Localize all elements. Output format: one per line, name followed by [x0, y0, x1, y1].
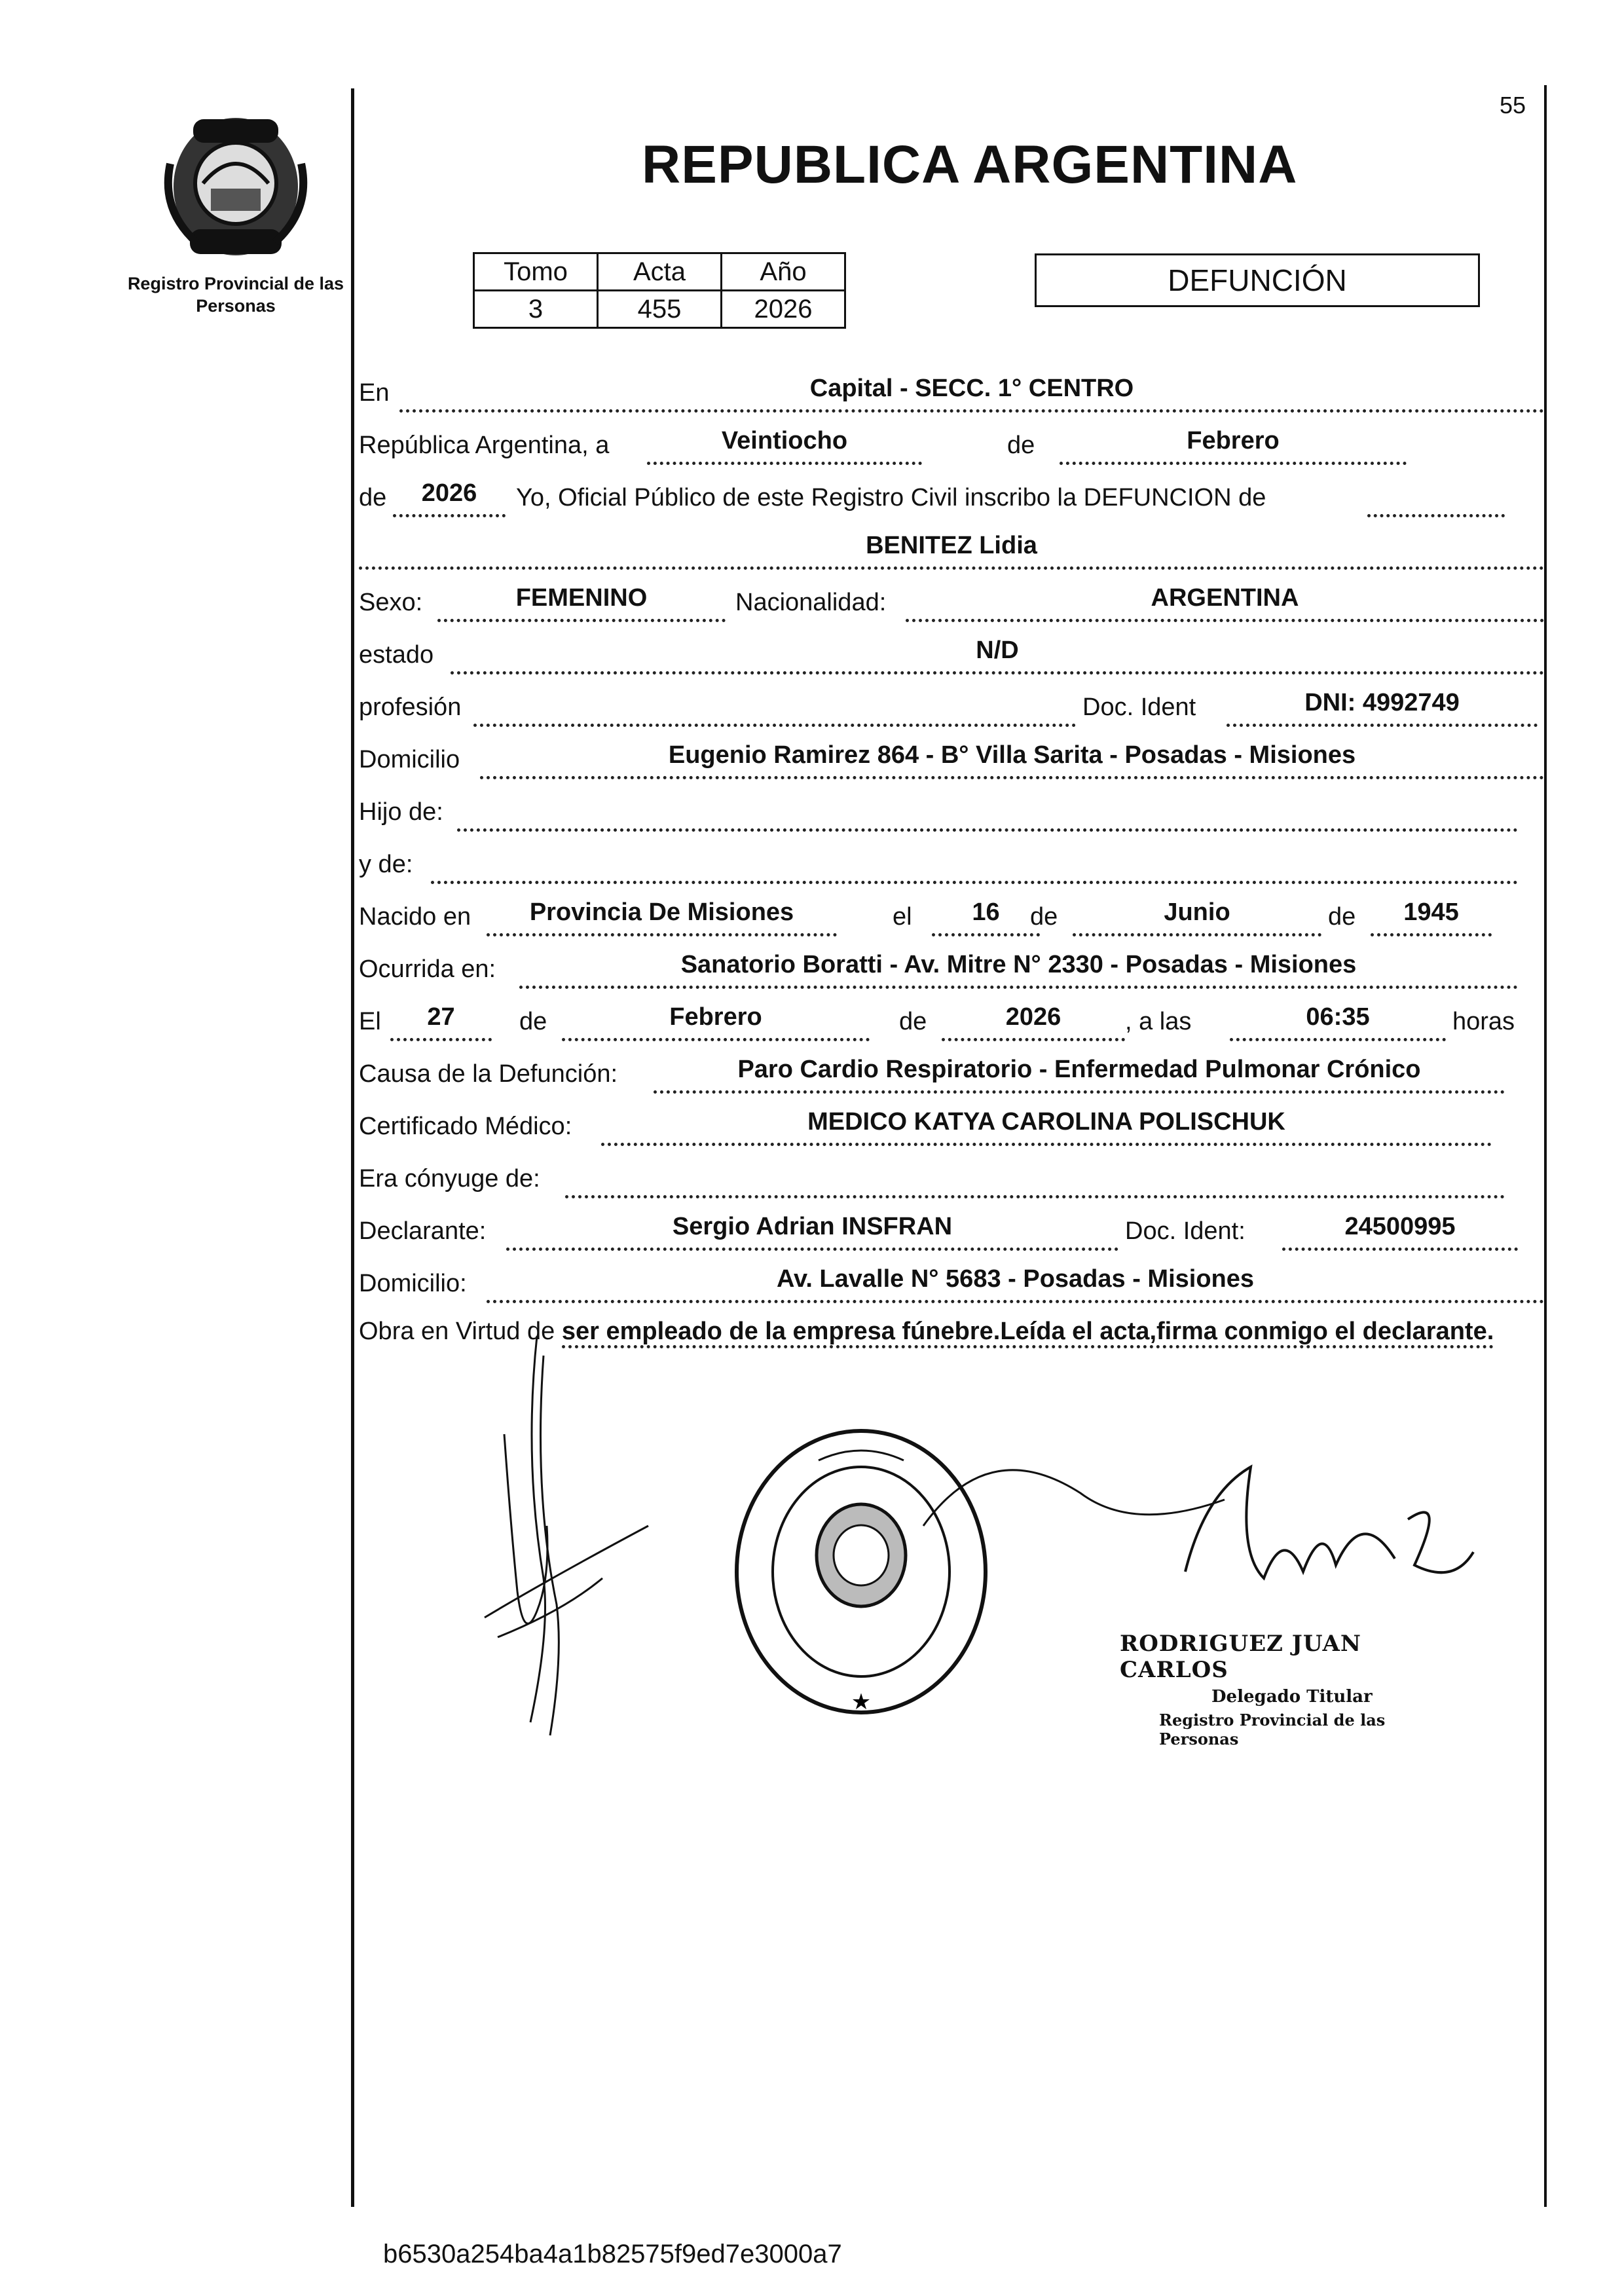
value-anio-inscripcion: 2026: [421, 479, 477, 507]
page-title: REPUBLICA ARGENTINA: [642, 135, 1298, 194]
value-causa: Paro Cardio Respiratorio - Enfermedad Pulmonar Crónico: [737, 1056, 1421, 1083]
value-dia-nacimiento: 16: [972, 898, 1000, 926]
value-lugar: Capital - SECC. 1° CENTRO: [809, 375, 1134, 402]
tomo-value: 3: [474, 291, 598, 328]
value-lugar-nacimiento: Provincia De Misiones: [529, 898, 794, 926]
label-domicilio-2: Domicilio:: [359, 1270, 467, 1297]
field-declarante: [506, 1211, 1118, 1251]
field-dia-nacimiento: [932, 897, 1040, 936]
row-estado: [359, 635, 1544, 675]
field-anio-nacimiento: [1371, 897, 1492, 936]
row-nombre: [359, 530, 1544, 570]
label-obra-en-virtud: Obra en Virtud de: [359, 1318, 555, 1345]
field-estado: [451, 635, 1544, 675]
field-causa: [654, 1054, 1505, 1094]
anio-value: 2026: [722, 291, 845, 328]
value-domicilio: Eugenio Ramirez 864 - B° Villa Sarita - Posadas - Misiones: [668, 741, 1356, 769]
label-de-6: de: [899, 1008, 927, 1035]
row-sexo: [359, 583, 1544, 622]
row-lugar: [359, 373, 1544, 413]
field-declarante-domicilio: [487, 1263, 1544, 1303]
row-y-de: [359, 845, 1544, 884]
document-type-box: [1035, 253, 1480, 307]
acta-header: Acta: [598, 253, 722, 291]
label-certificado: Certificado Médico:: [359, 1113, 572, 1140]
row-domicilio-declarante: [359, 1264, 1544, 1303]
field-dia-inscripcion: [647, 425, 922, 465]
value-obra-en-virtud: ser empleado de la empresa fúnebre.Leída el acta,firma conmigo el declarante.: [562, 1318, 1494, 1348]
label-profesion: profesión: [359, 694, 462, 721]
label-inscribo: Yo, Oficial Público de este Registro Civil inscribo la DEFUNCION de: [516, 484, 1266, 511]
value-declarante-doc: 24500995: [1344, 1213, 1456, 1240]
acta-value: 455: [598, 291, 722, 328]
tomo-header: Tomo: [474, 253, 598, 291]
field-anio-defuncion: [942, 1001, 1125, 1041]
field-domicilio: [480, 739, 1544, 779]
document-type: DEFUNCIÓN: [1168, 263, 1347, 297]
institution-name: Registro Provincial de las Personas: [127, 274, 344, 316]
field-mes-nacimiento: [1073, 897, 1321, 936]
field-sexo: [437, 582, 726, 622]
signatory-office: Registro Provincial de las Personas: [1159, 1711, 1386, 1748]
label-de-3: de: [1030, 903, 1058, 931]
label-de-2: de: [359, 484, 387, 511]
value-hora-defuncion: 06:35: [1306, 1003, 1370, 1031]
label-declarante: Declarante:: [359, 1217, 487, 1245]
row-hijo-de: [359, 792, 1544, 832]
label-nacido-en: Nacido en: [359, 903, 471, 931]
registrar-signature: [910, 1421, 1486, 1618]
label-doc-ident-2: Doc. Ident:: [1125, 1217, 1246, 1245]
field-hora-defuncion: [1230, 1001, 1446, 1041]
signatory-role: Delegado Titular: [1211, 1687, 1373, 1707]
value-mes-inscripcion: Febrero: [1187, 427, 1280, 454]
value-certificado: MEDICO KATYA CAROLINA POLISCHUK: [807, 1108, 1285, 1136]
label-nacionalidad: Nacionalidad:: [735, 589, 887, 616]
field-lugar: [399, 373, 1544, 413]
field-profesion: [473, 687, 1076, 727]
value-nacionalidad: ARGENTINA: [1151, 584, 1299, 612]
registry-table: [473, 252, 846, 329]
field-lugar-defuncion: [519, 949, 1518, 989]
field-mes-inscripcion: [1060, 425, 1407, 465]
label-a-las: , a las: [1125, 1008, 1192, 1035]
field-nombre: [359, 530, 1544, 570]
field-nacionalidad: [906, 582, 1544, 622]
field-documento: [1227, 687, 1538, 727]
label-de-5: de: [519, 1008, 547, 1035]
label-el: el: [893, 903, 912, 931]
label-de-4: de: [1328, 903, 1356, 931]
row-ocurrida: [359, 950, 1544, 989]
field-mes-defuncion: [562, 1001, 870, 1041]
value-dia-inscripcion: Veintiocho: [721, 427, 848, 454]
field-lugar-nacimiento: [487, 897, 837, 936]
field-certificado: [601, 1106, 1492, 1146]
document-hash: b6530a254ba4a1b82575f9ed7e3000a7: [383, 2240, 842, 2268]
row-anio-inscripcion: [359, 478, 1544, 517]
label-ocurrida-en: Ocurrida en:: [359, 955, 496, 983]
row-domicilio: [359, 740, 1544, 779]
anio-header: Año: [722, 253, 845, 291]
right-margin-rule: [1544, 85, 1547, 2207]
row-fecha-inscripcion: [359, 426, 1544, 465]
row-causa: [359, 1054, 1544, 1094]
field-inscribo-end: [1367, 477, 1505, 517]
field-declarante-doc: [1282, 1211, 1518, 1251]
value-lugar-defuncion: Sanatorio Boratti - Av. Mitre N° 2330 - Posadas - Misiones: [680, 951, 1357, 978]
value-anio-nacimiento: 1945: [1403, 898, 1459, 926]
field-conyuge: [565, 1158, 1505, 1198]
label-horas: horas: [1452, 1008, 1515, 1035]
left-margin-rule: [351, 88, 354, 2207]
field-y-de: [431, 844, 1518, 884]
misiones-coat-of-arms-icon: [157, 105, 314, 262]
page-number: 55: [1500, 92, 1526, 119]
field-dia-defuncion: [390, 1001, 492, 1041]
label-domicilio: Domicilio: [359, 746, 460, 773]
signatory-name: RODRIGUEZ JUAN CARLOS: [1120, 1631, 1361, 1683]
row-fecha-defuncion: [359, 1002, 1544, 1041]
value-mes-nacimiento: Junio: [1164, 898, 1230, 926]
label-causa: Causa de la Defunción:: [359, 1060, 618, 1088]
row-nacimiento: [359, 897, 1544, 936]
label-de-1: de: [1007, 432, 1035, 459]
label-conyuge: Era cónyuge de:: [359, 1165, 540, 1193]
value-declarante-domicilio: Av. Lavalle N° 5683 - Posadas - Misiones: [776, 1265, 1255, 1293]
label-doc-ident: Doc. Ident: [1082, 694, 1196, 721]
value-sexo: FEMENINO: [515, 584, 648, 612]
label-estado: estado: [359, 641, 434, 669]
value-nombre: BENITEZ Lidia: [866, 532, 1037, 559]
row-declarante: [359, 1212, 1544, 1251]
value-anio-defuncion: 2026: [1005, 1003, 1061, 1031]
label-y-de: y de:: [359, 851, 413, 878]
field-hijo-de: [457, 792, 1518, 832]
label-republica: República Argentina, a: [359, 432, 610, 459]
row-conyuge: [359, 1159, 1544, 1198]
value-mes-defuncion: Febrero: [669, 1003, 762, 1031]
row-certificado: [359, 1107, 1544, 1146]
label-el-cap: El: [359, 1008, 381, 1035]
label-hijo-de: Hijo de:: [359, 798, 443, 826]
declarant-signature: [471, 1329, 668, 1748]
value-documento: DNI: 4992749: [1304, 689, 1460, 716]
signatory-block: [1120, 1631, 1460, 1748]
label-en: En: [359, 379, 390, 407]
value-declarante: Sergio Adrian INSFRAN: [672, 1213, 953, 1240]
svg-text:★: ★: [851, 1689, 872, 1715]
value-dia-defuncion: 27: [427, 1003, 455, 1031]
label-sexo: Sexo:: [359, 589, 423, 616]
value-estado: N/D: [976, 637, 1019, 664]
field-anio-inscripcion: [393, 477, 506, 517]
row-profesion: [359, 688, 1544, 727]
